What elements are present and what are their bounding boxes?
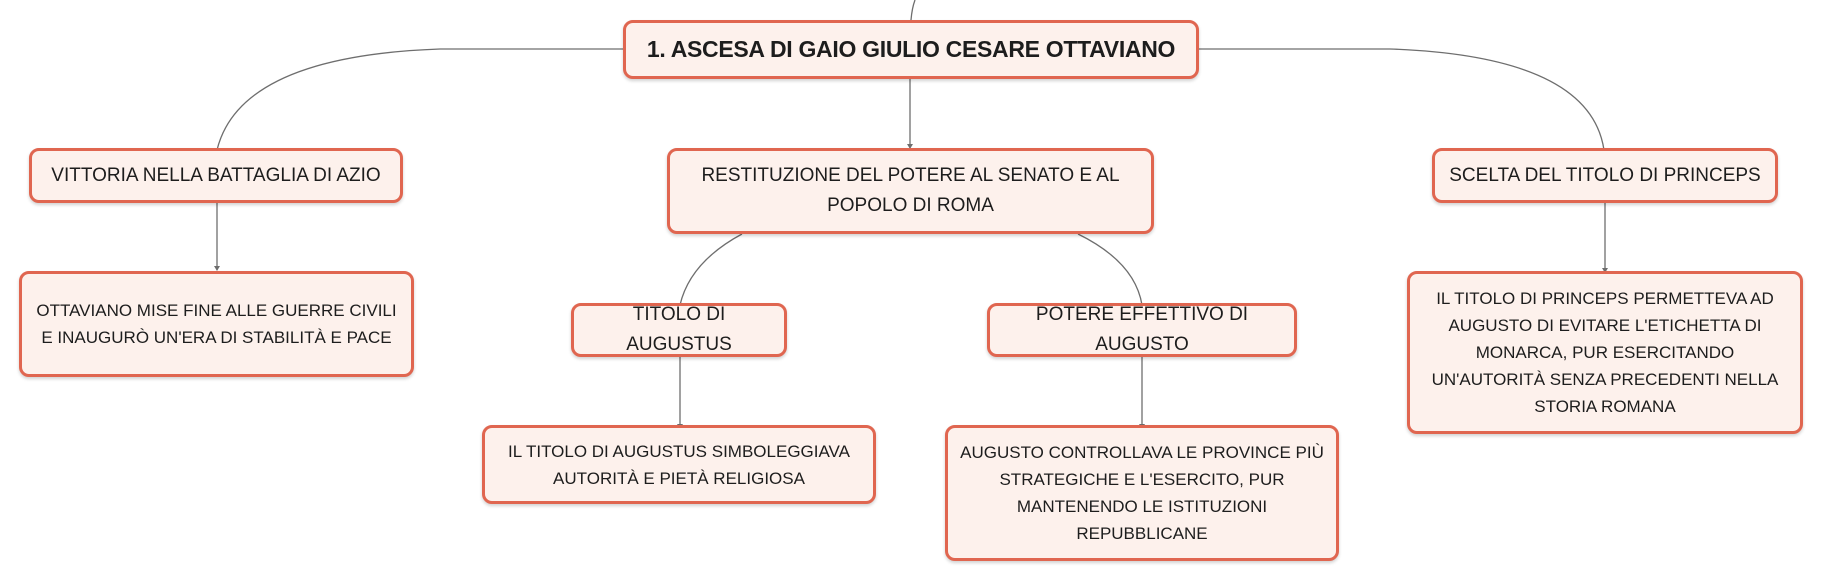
connector-parent-to-root bbox=[911, 0, 915, 20]
node-azio-detail[interactable] bbox=[19, 271, 414, 377]
node-battaglia-azio-label: VITTORIA NELLA BATTAGLIA DI AZIO bbox=[51, 164, 381, 186]
connector-root-to-princeps bbox=[1198, 49, 1604, 150]
node-princeps-detail[interactable] bbox=[1407, 271, 1803, 434]
root-node[interactable] bbox=[623, 20, 1199, 79]
node-potere-detail[interactable] bbox=[945, 425, 1339, 561]
connector-senato-to-potere bbox=[1078, 234, 1142, 305]
node-potere-augusto[interactable] bbox=[987, 303, 1297, 357]
root-node-label: 1. ASCESA DI GAIO GIULIO CESARE OTTAVIANO bbox=[646, 36, 1176, 62]
node-battaglia-azio[interactable] bbox=[29, 148, 403, 203]
node-potere-detail-text: AUGUSTO CONTROLLAVA LE PROVINCE PIÙ STRATEGICHE E L'ESERCITO, PUR MANTENENDO LE ISTITUZIONI REPUBBLICANE bbox=[960, 443, 1324, 543]
connector-root-to-azio bbox=[217, 49, 625, 150]
connector-senato-to-augustus bbox=[680, 234, 742, 305]
node-princeps-detail-text: IL TITOLO DI PRINCEPS PERMETTEVA AD AUGUSTO DI EVITARE L'ETICHETTA DI MONARCA, PUR ESERCITANDO UN'AUTORITÀ SENZA PRECEDENTI NELLA STORIA ROMANA bbox=[1431, 289, 1779, 416]
node-azio-detail-text: OTTAVIANO MISE FINE ALLE GUERRE CIVILI E INAUGURÒ UN'ERA DI STABILITÀ E PACE bbox=[36, 301, 397, 347]
node-restituzione-potere-label: RESTITUZIONE DEL POTERE AL SENATO E AL POPOLO DI ROMA bbox=[701, 165, 1120, 216]
node-titolo-augustus-label: TITOLO DI AUGUSTUS bbox=[626, 304, 732, 355]
node-titolo-princeps-label: SCELTA DEL TITOLO DI PRINCEPS bbox=[1449, 164, 1761, 186]
node-augustus-detail[interactable] bbox=[482, 425, 876, 504]
node-augustus-detail-text: IL TITOLO DI AUGUSTUS SIMBOLEGGIAVA AUTORITÀ E PIETÀ RELIGIOSA bbox=[508, 441, 850, 488]
node-titolo-princeps[interactable] bbox=[1432, 148, 1778, 203]
node-potere-augusto-label: POTERE EFFETTIVO DI AUGUSTO bbox=[1035, 304, 1249, 355]
node-titolo-augustus[interactable] bbox=[571, 303, 787, 357]
node-restituzione-potere[interactable] bbox=[667, 148, 1154, 234]
